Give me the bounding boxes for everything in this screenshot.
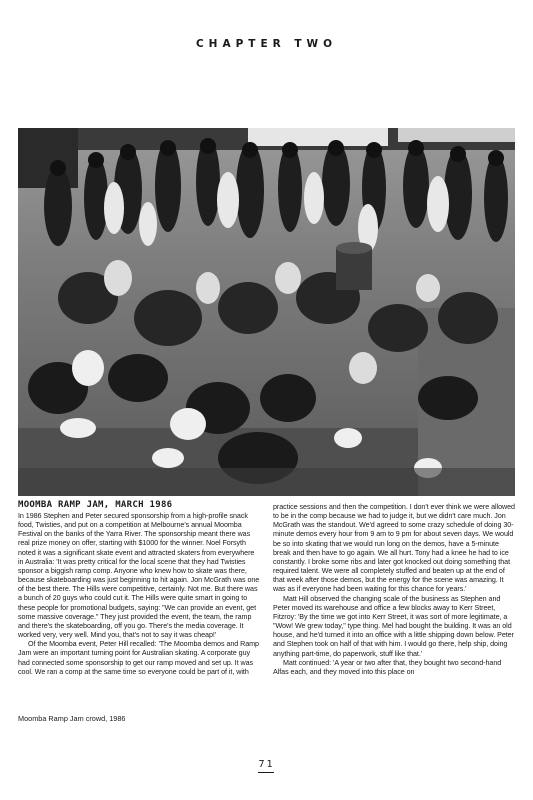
chapter-title: CHAPTER TWO xyxy=(195,38,338,50)
crowd-photo xyxy=(18,128,515,496)
section-heading: MOOMBA RAMP JAM, MARCH 1986 xyxy=(18,500,173,510)
photo-caption: Moomba Ramp Jam crowd, 1986 xyxy=(18,714,126,723)
paragraph: Matt Hill observed the changing scale of the business as Stephen and Peter moved its warehouse and office a few blocks away to Kerr Street, Fitzroy: 'By the time we got into Kerr Street, it was sort of more legitimate, a "Wow! We grew today," type thing. Mel had bought the building. It was an old house, and he'd turned it into an office with a little shipping down below. Peter and Stephen took on half of that with him. I would go there, help ship, doing anything part-time, do paperwork, stuff like that.' xyxy=(273,594,514,658)
paragraph: Matt continued: 'A year or two after that, they bought two second-hand Alfas each, and they moved into this place on xyxy=(273,658,502,676)
paragraph: Of the Moomba event, Peter Hill recalled: 'The Moomba demos and Ramp Jam were an important turning point for Australian skating. A corporate guy had connected some sponsorship to get our ramp moved and set up. It was cool. We ran a comp at the same time so everyone could be part of it, with xyxy=(18,640,259,676)
page-number: 71 xyxy=(0,759,533,770)
left-text-column xyxy=(18,512,261,677)
paragraph: practice sessions and then the competition. I don't ever think we were allowed to be in the comp because we had to judge it, but we didn't care much. Jon McGrath was the standout. We'd agreed to some crazy schedule of doing 30-minute demos every hour from 9 am to 9 pm for about seven days. We would be so into skating that we would run long on the demos, have a 5-minute break and then have to go again. We all hurt. Tony had a knee he had to ice constantly. I broke some ribs and later got knocked out doing something that required talent. We were all completely stuffed and beaten up at the end of that week after those demos, but the energy for the scene was amazing. It was as if everyone had been waiting for this chance for years.' xyxy=(273,503,515,594)
paragraph: In 1986 Stephen and Peter secured sponsorship from a high-profile snack food, Twisties, and put on a competition at Melbourne's annual Moomba Festival on the banks of the Yarra River. The sponsorship meant there was real prize money on offer, starting with $1000 for the winner. Noel Forsyth noted it was a significant skate event and attracted skaters from everywhere in Australia: 'It was pretty critical for the local scene that they had Twisties sponsor a biggish ramp comp. Anyone who knew how to skate was there, because skateboarding was just beginning to hit again. Jon McGrath was one of the best there. The Hills were competitive, certainly. Not me. But there was a bunch of 20 guys who could cut it. The Hills were quite smart in going to these people for promotional budgets, saying: "We can provide an event, get some massive coverage." They just provided the event, the team, the ramp and there's the skateboarding, off you go. There's the media coverage. It worked very, very well. Mind you, that's not to say it was cheap!' xyxy=(18,512,260,640)
right-text-column xyxy=(273,503,516,677)
